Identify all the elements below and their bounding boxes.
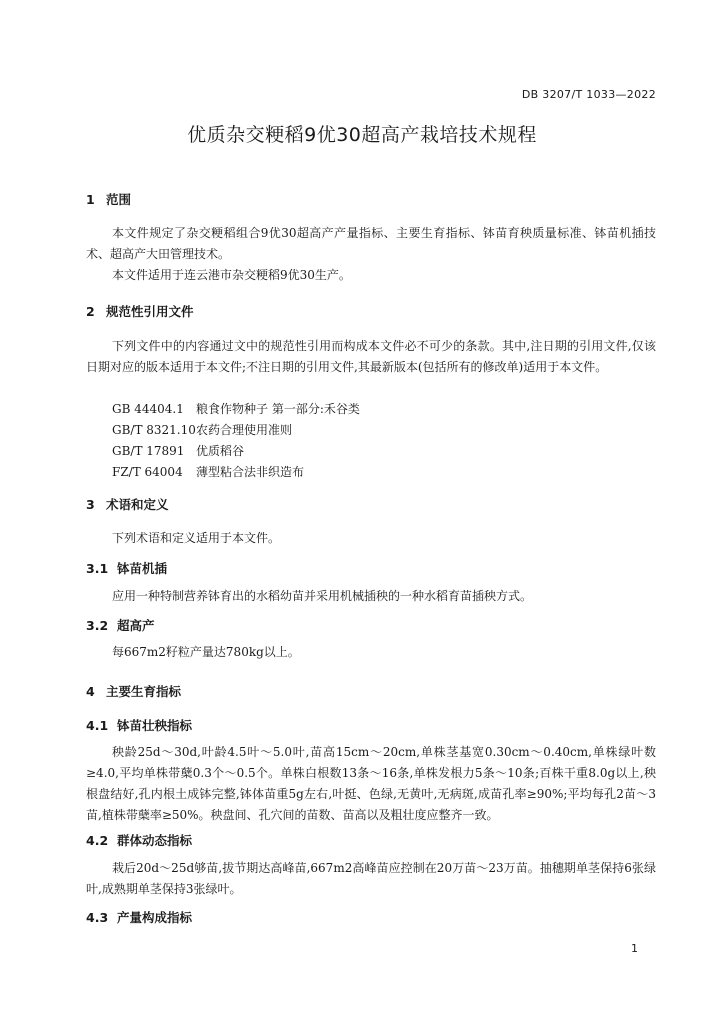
section-number: 4 bbox=[86, 684, 95, 699]
subsection-title: 产量构成指标 bbox=[117, 910, 193, 925]
subsection-3-2-heading bbox=[86, 616, 155, 634]
reference-name: 优质稻谷 bbox=[196, 444, 245, 458]
subsection-4-1-heading bbox=[86, 716, 192, 734]
subsection-number: 4.3 bbox=[86, 910, 109, 925]
subsection-title: 超高产 bbox=[117, 618, 155, 633]
subsection-4-2-heading bbox=[86, 831, 192, 849]
section-4-heading bbox=[86, 682, 181, 700]
reference-name: 农药合理使用准则 bbox=[196, 423, 293, 437]
section-1-heading bbox=[86, 190, 131, 208]
subsection-4-1-text: 秧龄25d～30d,叶龄4.5叶～5.0叶,苗高15cm～20cm,单株茎基宽0.30cm～0.40cm,单株绿叶数≥4.0,平均单株带蘖0.3个～0.5个。单株白根数13条～16条,单株发根力5条～10条;百株干重8.0g以上,秧根盘结好,孔内根土成钵完整,钵体苗重5g左右,叶挺、色绿,无黄叶,无病斑,成苗孔率≥90%;平均每孔2苗～3苗,植株带蘖率≥50%。秧盘间、孔穴间的苗数、苗高以及粗壮度应整齐一致。 bbox=[86, 745, 656, 822]
section-1-paragraph-1: 本文件规定了杂交粳稻组合9优30超高产产量指标、主要生育指标、钵苗育秧质量标准、钵苗机插技术、超高产大田管理技术。 bbox=[86, 226, 656, 261]
section-title: 范围 bbox=[106, 192, 132, 207]
reference-code: GB/T 8321.10 bbox=[112, 423, 196, 437]
reference-item bbox=[112, 400, 360, 417]
section-3-heading bbox=[86, 495, 169, 513]
document-number: DB 3207/T 1033—2022 bbox=[521, 88, 656, 101]
reference-name: 薄型粘合法非织造布 bbox=[196, 465, 305, 479]
reference-item bbox=[112, 442, 244, 459]
section-2-paragraph-1: 下列文件中的内容通过文中的规范性引用而构成本文件必不可少的条款。其中,注日期的引用文件,仅该日期对应的版本适用于本文件;不注日期的引用文件,其最新版本(包括所有的修改单)适用于本文件。 bbox=[86, 339, 656, 374]
subsection-3-1-text: 应用一种特制营养钵育出的水稻幼苗并采用机械插秧的一种水稻育苗插秧方式。 bbox=[112, 589, 533, 603]
section-3-paragraph-1: 下列术语和定义适用于本文件。 bbox=[112, 531, 281, 545]
reference-code: GB 44404.1 bbox=[112, 402, 184, 416]
reference-item bbox=[112, 421, 292, 438]
section-number: 2 bbox=[86, 304, 95, 319]
subsection-title: 钵苗壮秧指标 bbox=[117, 718, 193, 733]
section-title: 规范性引用文件 bbox=[106, 304, 194, 319]
reference-item bbox=[112, 463, 304, 480]
section-title: 主要生育指标 bbox=[106, 684, 182, 699]
subsection-number: 3.1 bbox=[86, 561, 109, 576]
section-title: 术语和定义 bbox=[106, 497, 169, 512]
subsection-title: 群体动态指标 bbox=[117, 833, 193, 848]
subsection-4-2-text: 栽后20d～25d够苗,拔节期达高峰苗,667m2高峰苗应控制在20万苗～23万苗。抽穗期单茎保持6张绿叶,成熟期单茎保持3张绿叶。 bbox=[86, 861, 656, 896]
section-2-heading bbox=[86, 302, 194, 320]
subsection-number: 3.2 bbox=[86, 618, 109, 633]
subsection-number: 4.1 bbox=[86, 718, 109, 733]
reference-code: FZ/T 64004 bbox=[112, 465, 183, 479]
reference-name: 粮食作物种子 第一部分:禾谷类 bbox=[196, 402, 360, 416]
document-title: 优质杂交粳稻9优30超高产栽培技术规程 bbox=[187, 124, 537, 146]
subsection-3-2-text: 每667m2籽粒产量达780kg以上。 bbox=[112, 645, 300, 659]
page-number: 1 bbox=[631, 942, 638, 955]
section-1-paragraph-2: 本文件适用于连云港市杂交粳稻9优30生产。 bbox=[112, 268, 351, 282]
subsection-title: 钵苗机插 bbox=[117, 561, 168, 576]
reference-code: GB/T 17891 bbox=[112, 444, 185, 458]
subsection-4-3-heading bbox=[86, 908, 192, 926]
subsection-3-1-heading bbox=[86, 559, 167, 577]
section-number: 3 bbox=[86, 497, 95, 512]
subsection-number: 4.2 bbox=[86, 833, 109, 848]
section-number: 1 bbox=[86, 192, 95, 207]
